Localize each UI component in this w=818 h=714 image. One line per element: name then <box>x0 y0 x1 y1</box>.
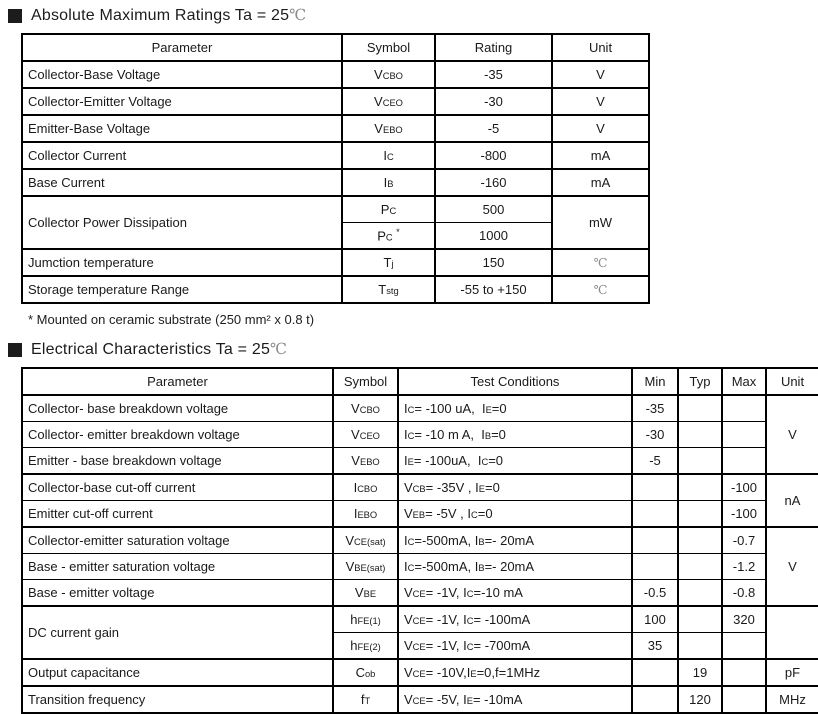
min-cell: -30 <box>632 422 678 448</box>
symbol-cell: hFE(2) <box>333 633 398 660</box>
table-header-row <box>22 34 649 61</box>
unit-cell: V <box>766 395 818 474</box>
table-row <box>22 448 818 475</box>
unit-cell: V <box>552 61 649 88</box>
header-unit: Unit <box>766 368 818 395</box>
symbol-cell: VBE <box>333 580 398 607</box>
test-conditions-cell: IC=-500mA, IB=- 20mA <box>398 527 632 554</box>
min-cell <box>632 474 678 501</box>
symbol-cell: VEBO <box>342 115 435 142</box>
unit-cell: pF <box>766 659 818 686</box>
table-row <box>22 61 649 88</box>
parameter-cell: Collector Current <box>22 142 342 169</box>
table-row <box>22 580 818 607</box>
absolute-maximum-ratings-table <box>21 33 650 304</box>
header-rating: Rating <box>435 34 552 61</box>
symbol-cell: IC <box>342 142 435 169</box>
rating-cell: 150 <box>435 249 552 276</box>
parameter-cell: Collector- emitter breakdown voltage <box>22 422 333 448</box>
symbol-cell: VCBO <box>333 395 398 422</box>
rating-cell: -30 <box>435 88 552 115</box>
parameter-cell: Emitter - base breakdown voltage <box>22 448 333 475</box>
header-min: Min <box>632 368 678 395</box>
symbol-cell: VCBO <box>342 61 435 88</box>
unit-cell: mW <box>552 196 649 249</box>
parameter-cell: Collector-Base Voltage <box>22 61 342 88</box>
symbol-cell: VCEO <box>342 88 435 115</box>
table-row <box>22 276 649 303</box>
unit-cell <box>766 606 818 659</box>
parameter-cell: Emitter cut-off current <box>22 501 333 528</box>
section-heading-electrical-characteristics <box>8 340 818 359</box>
section-heading-text: Absolute Maximum Ratings Ta = 25℃ <box>31 6 307 24</box>
min-cell: 35 <box>632 633 678 660</box>
table-row <box>22 115 649 142</box>
symbol-cell: PC * <box>342 223 435 250</box>
max-cell <box>722 395 766 422</box>
unit-cell: mA <box>552 142 649 169</box>
unit-cell: mA <box>552 169 649 196</box>
parameter-cell: Jumction temperature <box>22 249 342 276</box>
test-conditions-cell: VCE= -1V, IC= -100mA <box>398 606 632 633</box>
parameter-cell: Base - emitter saturation voltage <box>22 554 333 580</box>
electrical-characteristics-table <box>21 367 818 714</box>
test-conditions-cell: VCB= -35V , IE=0 <box>398 474 632 501</box>
table-row <box>22 395 818 422</box>
symbol-cell: Cob <box>333 659 398 686</box>
min-cell: -35 <box>632 395 678 422</box>
parameter-cell: Storage temperature Range <box>22 276 342 303</box>
table-header-row <box>22 368 818 395</box>
min-cell: -0.5 <box>632 580 678 607</box>
parameter-cell: Collector-Emitter Voltage <box>22 88 342 115</box>
symbol-cell: VEBO <box>333 448 398 475</box>
parameter-cell: Transition frequency <box>22 686 333 713</box>
max-cell: -0.8 <box>722 580 766 607</box>
square-bullet-icon <box>8 343 22 357</box>
parameter-cell: Emitter-Base Voltage <box>22 115 342 142</box>
test-conditions-cell: IC= -10 m A, IB=0 <box>398 422 632 448</box>
header-parameter: Parameter <box>22 368 333 395</box>
test-conditions-cell: VCE= -1V, IC=-10 mA <box>398 580 632 607</box>
max-cell <box>722 633 766 660</box>
typ-cell <box>678 554 722 580</box>
typ-cell <box>678 606 722 633</box>
parameter-cell: DC current gain <box>22 606 333 659</box>
test-conditions-cell: IC=-500mA, IB=- 20mA <box>398 554 632 580</box>
square-bullet-icon <box>8 9 22 23</box>
typ-cell: 120 <box>678 686 722 713</box>
rating-cell: 1000 <box>435 223 552 250</box>
header-parameter: Parameter <box>22 34 342 61</box>
typ-cell <box>678 501 722 528</box>
parameter-cell: Collector- base breakdown voltage <box>22 395 333 422</box>
max-cell: -0.7 <box>722 527 766 554</box>
max-cell <box>722 686 766 713</box>
unit-cell: MHz <box>766 686 818 713</box>
typ-cell <box>678 395 722 422</box>
typ-cell <box>678 422 722 448</box>
symbol-cell: VCE(sat) <box>333 527 398 554</box>
min-cell <box>632 501 678 528</box>
max-cell <box>722 448 766 475</box>
typ-cell <box>678 474 722 501</box>
min-cell: -5 <box>632 448 678 475</box>
typ-cell: 19 <box>678 659 722 686</box>
max-cell <box>722 422 766 448</box>
symbol-cell: VCEO <box>333 422 398 448</box>
section-heading-absolute-maximum-ratings <box>8 6 818 25</box>
table-row <box>22 501 818 528</box>
header-symbol: Symbol <box>333 368 398 395</box>
table-row <box>22 686 818 713</box>
parameter-cell: Collector-base cut-off current <box>22 474 333 501</box>
table-row <box>22 142 649 169</box>
table-row <box>22 474 818 501</box>
header-test-conditions: Test Conditions <box>398 368 632 395</box>
unit-cell: V <box>552 115 649 142</box>
parameter-cell: Base - emitter voltage <box>22 580 333 607</box>
test-conditions-cell: VCE= -5V, IE= -10mA <box>398 686 632 713</box>
header-symbol: Symbol <box>342 34 435 61</box>
rating-cell: -35 <box>435 61 552 88</box>
test-conditions-cell: IE= -100uA, IC=0 <box>398 448 632 475</box>
unit-cell: ℃ <box>552 276 649 303</box>
table-row <box>22 88 649 115</box>
table-row <box>22 527 818 554</box>
parameter-cell: Base Current <box>22 169 342 196</box>
table-footnote: * Mounted on ceramic substrate (250 mm² x 0.8 t) <box>28 312 315 327</box>
table-row <box>22 554 818 580</box>
symbol-cell: PC <box>342 196 435 223</box>
rating-cell: -5 <box>435 115 552 142</box>
unit-cell: nA <box>766 474 818 527</box>
parameter-cell: Collector Power Dissipation <box>22 196 342 249</box>
max-cell: -100 <box>722 501 766 528</box>
header-max: Max <box>722 368 766 395</box>
typ-cell <box>678 633 722 660</box>
rating-cell: -800 <box>435 142 552 169</box>
symbol-cell: IEBO <box>333 501 398 528</box>
rating-cell: -160 <box>435 169 552 196</box>
unit-cell: V <box>766 527 818 606</box>
rating-cell: 500 <box>435 196 552 223</box>
header-typ: Typ <box>678 368 722 395</box>
table-row <box>22 169 649 196</box>
unit-cell: V <box>552 88 649 115</box>
parameter-cell: Collector-emitter saturation voltage <box>22 527 333 554</box>
unit-cell: ℃ <box>552 249 649 276</box>
min-cell: 100 <box>632 606 678 633</box>
table-row <box>22 196 649 223</box>
test-conditions-cell: VCE= -1V, IC= -700mA <box>398 633 632 660</box>
min-cell <box>632 686 678 713</box>
typ-cell <box>678 527 722 554</box>
symbol-cell: VBE(sat) <box>333 554 398 580</box>
max-cell: 320 <box>722 606 766 633</box>
test-conditions-cell: VCE= -10V,IE=0,f=1MHz <box>398 659 632 686</box>
table-row <box>22 249 649 276</box>
typ-cell <box>678 580 722 607</box>
max-cell: -1.2 <box>722 554 766 580</box>
min-cell <box>632 554 678 580</box>
parameter-cell: Output capacitance <box>22 659 333 686</box>
symbol-cell: fT <box>333 686 398 713</box>
table-row <box>22 606 818 633</box>
table-row <box>22 422 818 448</box>
rating-cell: -55 to +150 <box>435 276 552 303</box>
min-cell <box>632 527 678 554</box>
symbol-cell: ICBO <box>333 474 398 501</box>
section-heading-text: Electrical Characteristics Ta = 25℃ <box>31 340 288 358</box>
test-conditions-cell: IC= -100 uA, IE=0 <box>398 395 632 422</box>
symbol-cell: hFE(1) <box>333 606 398 633</box>
symbol-cell: Tstg <box>342 276 435 303</box>
symbol-cell: IB <box>342 169 435 196</box>
symbol-cell: Tj <box>342 249 435 276</box>
header-unit: Unit <box>552 34 649 61</box>
test-conditions-cell: VEB= -5V , IC=0 <box>398 501 632 528</box>
typ-cell <box>678 448 722 475</box>
max-cell: -100 <box>722 474 766 501</box>
